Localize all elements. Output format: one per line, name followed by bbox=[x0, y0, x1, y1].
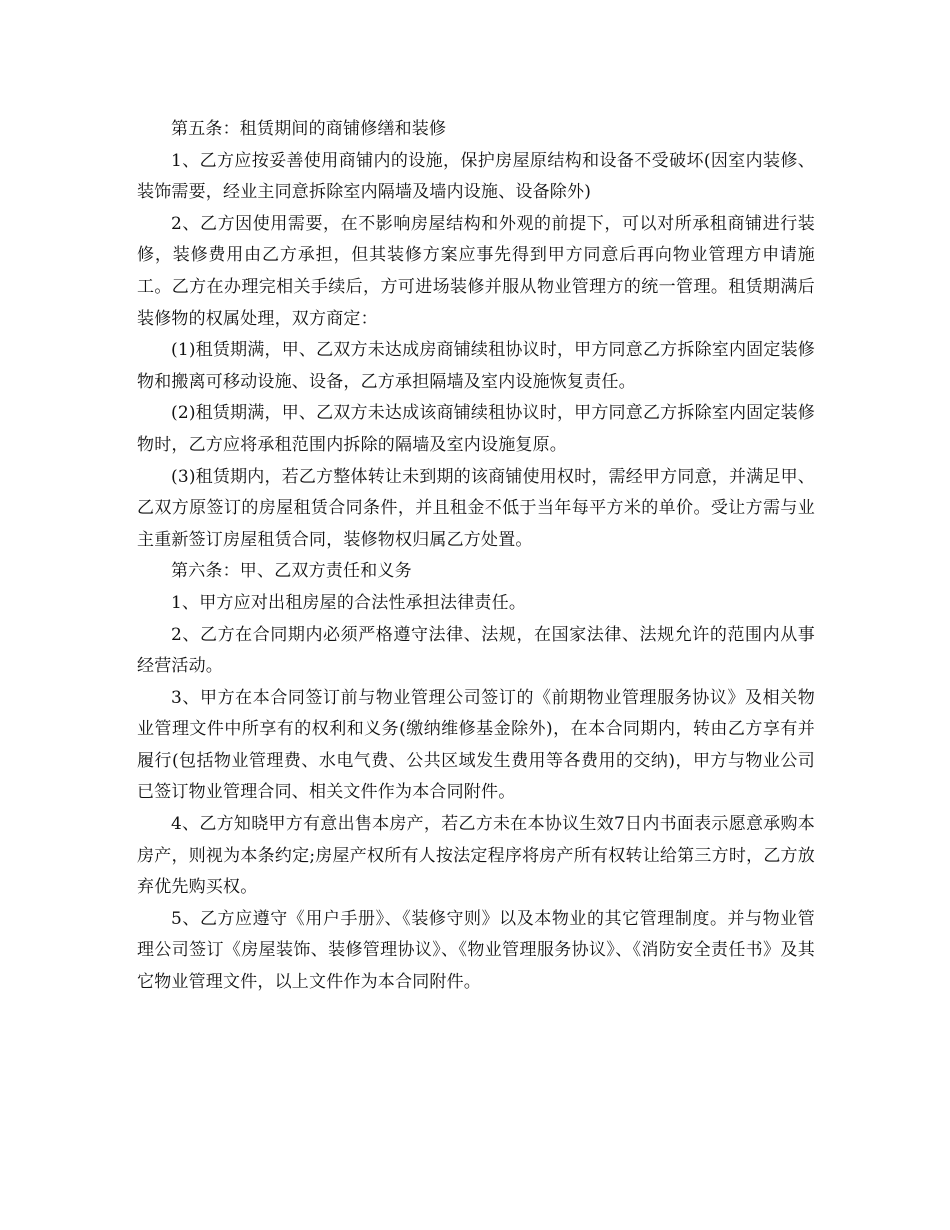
article-5-clause-1: 1、乙方应按妥善使用商铺内的设施，保护房屋原结构和设备不受破坏(因室内装修、装饰需要，经业主同意拆除室内隔墙及墙内设施、设备除外) bbox=[137, 150, 815, 203]
article-6-clause-5: 5、乙方应遵守《用户手册》、《装修守则》以及本物业的其它管理制度。并与物业管理公司签订《房屋装饰、装修管理协议》、《物业管理服务协议》、《消防安全责任书》及其它物业管理文件，以上文件作为本合同附件。 bbox=[137, 908, 815, 993]
article-6-clause-2: 2、乙方在合同期内必须严格遵守法律、法规，在国家法律、法规允许的范围内从事经营活动。 bbox=[137, 624, 815, 677]
article-5-subclause-3: (3)租赁期内，若乙方整体转让未到期的该商铺使用权时，需经甲方同意，并满足甲、乙双方原签订的房屋租赁合同条件，并且租金不低于当年每平方米的单价。受让方需与业主重新签订房屋租赁合同，装修物权归属乙方处置。 bbox=[137, 466, 815, 550]
article-5-heading: 第五条：租赁期间的商铺修缮和装修 bbox=[171, 119, 447, 139]
article-5-clause-2: 2、乙方因使用需要，在不影响房屋结构和外观的前提下，可以对所承租商铺进行装修，装修费用由乙方承担，但其装修方案应事先得到甲方同意后再向物业管理方申请施工。乙方在办理完相关手续后，方可进场装修并服从物业管理方的统一管理。租赁期满后装修物的权属处理，双方商定： bbox=[137, 213, 815, 329]
article-5-subclause-1: (1)租赁期满，甲、乙双方未达成房商铺续租协议时，甲方同意乙方拆除室内固定装修物和搬离可移动设施、设备，乙方承担隔墙及室内设施恢复责任。 bbox=[137, 340, 815, 392]
article-6-clause-4: 4、乙方知晓甲方有意出售本房产，若乙方未在本协议生效7日内书面表示愿意承购本房产，则视为本条约定;房屋产权所有人按法定程序将房产所有权转让给第三方时，乙方放弃优先购买权。 bbox=[137, 814, 815, 898]
article-6-clause-1: 1、甲方应对出租房屋的合法性承担法律责任。 bbox=[171, 592, 527, 613]
article-6-heading: 第六条：甲、乙双方责任和义务 bbox=[171, 561, 412, 582]
article-6-clause-3: 3、甲方在本合同签订前与物业管理公司签订的《前期物业管理服务协议》及相关物业管理文件中所享有的权利和义务(缴纳维修基金除外)，在本合同期内，转由乙方享有并履行(包括物业管理费、水电气费、公共区域发生费用等各费用的交纳)，甲方与物业公司已签订物业管理合同、相关文件作为本合同附件。 bbox=[137, 687, 815, 803]
article-5-subclause-2: (2)租赁期满，甲、乙双方未达成该商铺续租协议时，甲方同意乙方拆除室内固定装修物时，乙方应将承租范围内拆除的隔墙及室内设施复原。 bbox=[137, 403, 815, 455]
document-body bbox=[137, 114, 815, 999]
